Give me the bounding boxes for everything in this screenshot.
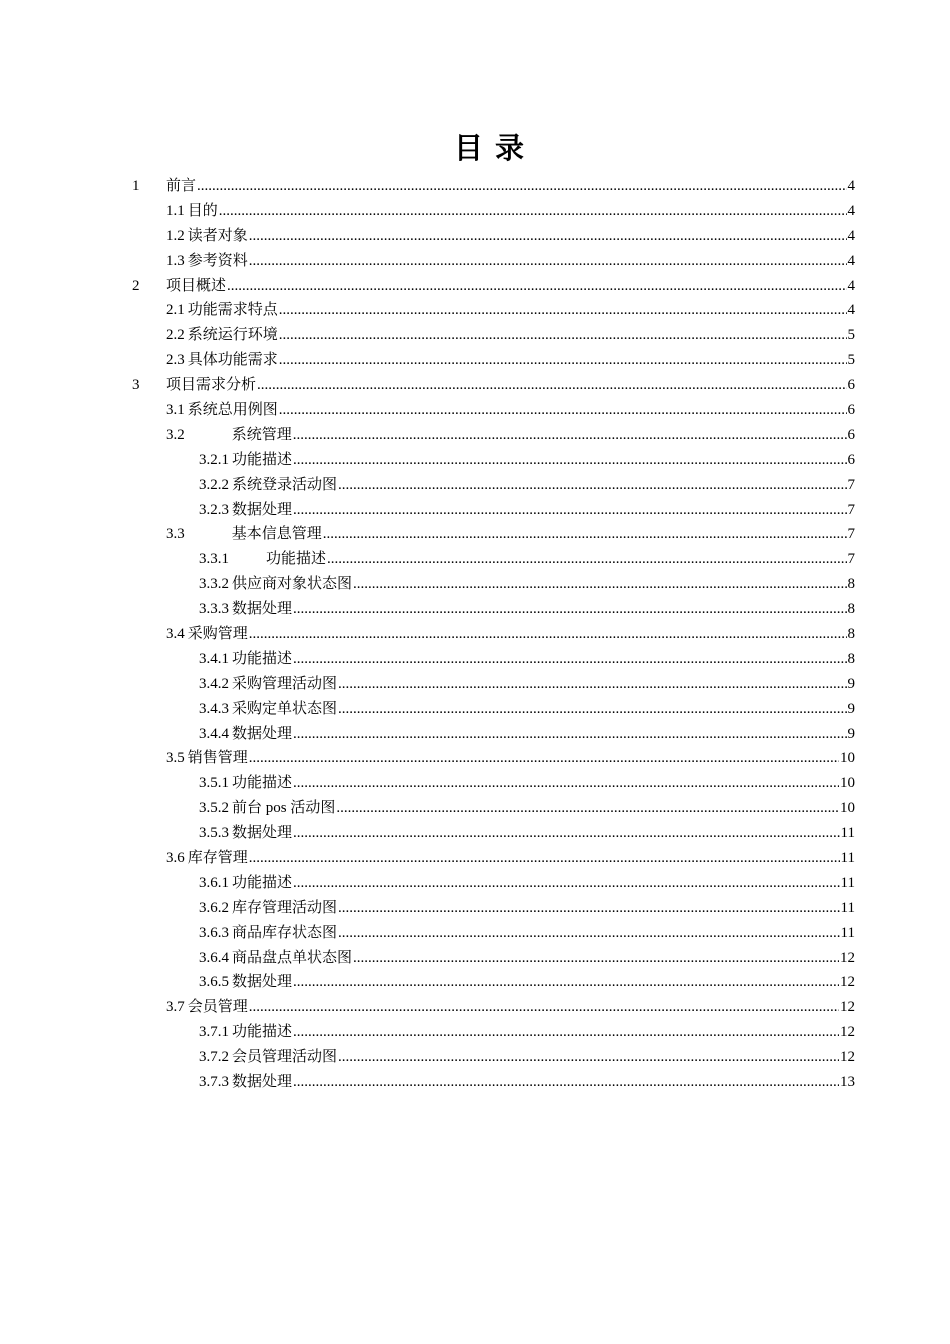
toc-section-number: 3.6.5 <box>199 974 229 991</box>
toc-entry[interactable] <box>199 946 855 971</box>
toc-page-number: 7 <box>847 526 855 543</box>
toc-entry-label: 功能描述 <box>232 1024 293 1041</box>
toc-entry-title <box>199 498 292 523</box>
dot-leader <box>227 274 846 299</box>
toc-row[interactable] <box>0 796 950 821</box>
toc-row[interactable] <box>0 871 950 896</box>
toc-entry-title <box>199 771 292 796</box>
toc-row[interactable] <box>0 672 950 697</box>
toc-entry-title <box>199 547 326 572</box>
toc-entry-label: 前言 <box>166 177 197 194</box>
toc-entry[interactable] <box>199 1070 855 1095</box>
toc-row[interactable] <box>0 373 950 398</box>
dot-leader <box>293 647 846 672</box>
toc-entry[interactable] <box>199 448 855 473</box>
dot-leader <box>338 921 840 946</box>
toc-section-number: 1.2 <box>166 227 185 244</box>
toc-section-number: 3.7.1 <box>199 1024 229 1041</box>
dot-leader <box>353 572 846 597</box>
toc-row[interactable] <box>0 448 950 473</box>
toc-entry[interactable] <box>199 921 855 946</box>
toc-row[interactable] <box>0 498 950 523</box>
toc-entry-label: 商品库存状态图 <box>232 924 338 941</box>
toc-section-number: 3.4.1 <box>199 650 229 667</box>
toc-section-number: 2.3 <box>166 352 185 369</box>
toc-entry-label: 项目概述 <box>166 277 227 294</box>
toc-page-number: 7 <box>847 501 855 518</box>
toc-entry-title <box>199 697 337 722</box>
dot-leader <box>338 1045 839 1070</box>
toc-entry[interactable] <box>166 423 855 448</box>
toc-entry-label: 供应商对象状态图 <box>232 576 353 593</box>
toc-page-number: 4 <box>847 252 855 269</box>
toc-entry[interactable] <box>166 373 855 398</box>
toc-entry[interactable] <box>199 473 855 498</box>
toc-entry-label: 目的 <box>187 202 218 219</box>
toc-section-number: 3.3 <box>166 526 185 543</box>
toc-section-number: 3.5.3 <box>199 825 229 842</box>
dot-leader <box>293 498 846 523</box>
toc-entry-label: 功能描述 <box>232 650 293 667</box>
toc-entry-title <box>199 672 337 697</box>
toc-entry-title <box>166 373 256 398</box>
toc-entry-label: 基本信息管理 <box>231 526 322 543</box>
toc-page-number: 12 <box>840 999 855 1016</box>
toc-entry-title <box>166 274 226 299</box>
toc-entry[interactable] <box>199 572 855 597</box>
toc-page-number: 6 <box>847 451 855 468</box>
toc-section-number: 3.5.2 <box>199 800 229 817</box>
toc-entry-title <box>166 348 278 373</box>
toc-row[interactable] <box>0 597 950 622</box>
toc-page-number: 7 <box>847 476 855 493</box>
toc-entry-title <box>199 448 292 473</box>
toc-row[interactable] <box>0 821 950 846</box>
dot-leader <box>293 423 847 448</box>
toc-entry-label: 数据处理 <box>232 601 293 618</box>
toc-row[interactable] <box>0 722 950 747</box>
toc-entry-label: 采购管理活动图 <box>232 675 338 692</box>
toc-row[interactable] <box>0 249 950 274</box>
dot-leader <box>249 995 839 1020</box>
toc-entry-title <box>199 473 337 498</box>
toc-row[interactable] <box>0 746 950 771</box>
toc-page-number: 6 <box>847 402 855 418</box>
toc-entry-title <box>199 1070 292 1095</box>
toc-entry[interactable] <box>199 597 855 622</box>
dot-leader <box>249 746 839 771</box>
toc-section-number: 3.6.4 <box>199 949 229 966</box>
toc-row[interactable] <box>0 647 950 672</box>
toc-entry-label: 参考资料 <box>187 252 248 269</box>
toc-entry[interactable] <box>199 672 855 697</box>
toc-chapter-number: 2 <box>132 277 140 294</box>
dot-leader <box>279 323 847 348</box>
toc-page-number: 10 <box>840 800 855 817</box>
toc-page-number: 4 <box>847 302 855 319</box>
toc-section-number: 2.1 <box>166 302 185 319</box>
toc-row[interactable] <box>0 224 950 249</box>
toc-entry[interactable] <box>199 722 855 747</box>
toc-row[interactable] <box>0 771 950 796</box>
toc-entry[interactable] <box>199 771 855 796</box>
toc-entry[interactable] <box>199 547 855 572</box>
toc-row[interactable] <box>0 473 950 498</box>
toc-entry-label: 系统管理 <box>231 426 292 443</box>
toc-row[interactable] <box>0 995 950 1020</box>
dot-leader <box>323 522 847 547</box>
toc-section-number: 3.6.2 <box>199 899 229 916</box>
toc-entry-label: 功能描述 <box>266 551 327 568</box>
page-title: 目录 <box>453 131 536 165</box>
toc-section-number: 3.5 <box>166 750 185 767</box>
toc-entry[interactable] <box>199 821 855 846</box>
toc-row[interactable] <box>0 174 950 199</box>
toc-section-number: 3.2 <box>166 426 185 443</box>
toc-page-number: 4 <box>847 227 855 244</box>
toc-entry-title <box>166 846 248 871</box>
toc-entry-label: 功能描述 <box>232 775 293 792</box>
dot-leader <box>293 722 846 747</box>
toc-section-number: 3.4 <box>166 626 185 643</box>
toc-section-number: 3.2.2 <box>199 476 229 493</box>
toc-page-number: 10 <box>840 775 855 792</box>
toc-section-number: 3.7 <box>166 999 185 1016</box>
toc-entry-title <box>199 722 292 747</box>
toc-section-number: 3.4.3 <box>199 700 229 717</box>
toc-entry-title <box>166 522 322 547</box>
toc-entry-title <box>166 995 248 1020</box>
toc-page-number: 10 <box>840 750 855 767</box>
toc-page-number: 6 <box>847 426 855 443</box>
toc-entry-title <box>199 921 337 946</box>
toc-page-number: 8 <box>847 626 855 643</box>
toc-entry[interactable] <box>199 796 855 821</box>
toc-page-number: 11 <box>840 825 855 842</box>
toc-page-number: 8 <box>847 650 855 667</box>
toc-page-number: 5 <box>847 327 855 344</box>
toc-entry-label: 读者对象 <box>187 227 248 244</box>
toc-row[interactable] <box>0 622 950 647</box>
toc-entry-label: 功能描述 <box>232 451 293 468</box>
toc-row[interactable] <box>0 846 950 871</box>
toc-entry-title <box>166 398 278 423</box>
toc-entry[interactable] <box>199 498 855 523</box>
toc-row[interactable] <box>0 1020 950 1045</box>
toc-entry-label: 数据处理 <box>232 1074 293 1091</box>
toc-entry-label: 商品盘点单状态图 <box>232 949 353 966</box>
toc-page-number: 11 <box>840 874 855 891</box>
toc-entry[interactable] <box>199 1020 855 1045</box>
toc-row[interactable] <box>0 572 950 597</box>
toc-page-number: 12 <box>840 949 855 966</box>
toc-page-number: 4 <box>847 177 855 194</box>
toc-section-number: 1.1 <box>166 202 185 219</box>
toc-row[interactable] <box>0 199 950 224</box>
toc-entry-title <box>199 821 292 846</box>
toc-page-number: 11 <box>840 899 855 916</box>
toc-entry[interactable] <box>166 174 855 199</box>
toc-entry[interactable] <box>199 647 855 672</box>
toc-row[interactable] <box>0 348 950 373</box>
toc-section-number: 3.6 <box>166 850 185 867</box>
toc-entry[interactable] <box>199 1045 855 1070</box>
toc-entry-title <box>166 423 292 448</box>
toc-row[interactable] <box>0 1045 950 1070</box>
toc-entry-title <box>166 622 248 647</box>
dot-leader <box>257 373 846 398</box>
toc-row[interactable] <box>0 896 950 921</box>
toc-row[interactable] <box>0 398 950 423</box>
toc-entry-label: 功能描述 <box>232 874 293 891</box>
toc-entry[interactable] <box>199 896 855 921</box>
toc-entry[interactable] <box>199 871 855 896</box>
toc-entry-label: 具体功能需求 <box>187 352 278 369</box>
toc-page-number: 9 <box>847 725 855 742</box>
toc-entry-label: 会员管理活动图 <box>232 1049 338 1066</box>
toc-entry[interactable] <box>166 398 855 423</box>
dot-leader <box>336 796 839 821</box>
toc-chapter-number: 3 <box>132 377 140 394</box>
toc-entry-title <box>199 970 292 995</box>
toc-row[interactable] <box>0 323 950 348</box>
toc-page-number: 13 <box>840 1074 855 1091</box>
toc-entry[interactable] <box>166 274 855 299</box>
toc-section-number: 3.6.3 <box>199 924 229 941</box>
toc-entry-title <box>166 298 278 323</box>
toc-entry-title <box>199 597 292 622</box>
toc-page-number: 12 <box>840 1049 855 1066</box>
dot-leader <box>279 398 847 423</box>
toc-section-number: 3.4.2 <box>199 675 229 692</box>
toc-section-number: 3.2.1 <box>199 451 229 468</box>
dot-leader <box>293 970 839 995</box>
dot-leader <box>279 348 847 373</box>
toc-page-number: 12 <box>840 974 855 991</box>
toc-page-number: 8 <box>847 601 855 618</box>
dot-leader <box>249 846 840 871</box>
toc-entry-title <box>166 323 278 348</box>
toc-entry-title <box>199 1020 292 1045</box>
toc-entry-title <box>166 199 218 224</box>
toc-page-number: 9 <box>847 700 855 717</box>
toc-entry-label: 数据处理 <box>232 825 293 842</box>
toc-row[interactable] <box>0 298 950 323</box>
toc-page-number: 7 <box>847 551 855 568</box>
toc-entry-title <box>199 946 352 971</box>
dot-leader <box>197 174 846 199</box>
toc-entry-label: 功能需求特点 <box>187 302 278 319</box>
dot-leader <box>338 672 846 697</box>
toc-entry-label: 系统登录活动图 <box>232 476 338 493</box>
toc-page-number: 6 <box>847 377 855 394</box>
toc-row[interactable] <box>0 423 950 448</box>
toc-page-number: 11 <box>840 924 855 941</box>
toc-entry-label: 采购定单状态图 <box>232 700 338 717</box>
toc-entry[interactable] <box>166 224 855 249</box>
toc-entry-label: 会员管理 <box>187 999 248 1016</box>
toc-section-number: 3.6.1 <box>199 874 229 891</box>
toc-entry[interactable] <box>166 348 855 373</box>
toc-row[interactable] <box>0 971 950 996</box>
dot-leader <box>249 249 847 274</box>
toc-entry-label: 采购管理 <box>187 626 248 643</box>
toc-row[interactable] <box>0 697 950 722</box>
toc-entry[interactable] <box>166 846 855 871</box>
toc-row[interactable] <box>0 274 950 299</box>
dot-leader <box>353 946 839 971</box>
toc-row[interactable] <box>0 522 950 547</box>
toc-entry-label: 数据处理 <box>232 974 293 991</box>
dot-leader <box>338 473 846 498</box>
toc-page-number: 8 <box>847 576 855 593</box>
toc-page-number: 12 <box>840 1024 855 1041</box>
toc-entry-title <box>199 647 292 672</box>
toc-entry[interactable] <box>166 298 855 323</box>
toc-section-number: 3.4.4 <box>199 725 229 742</box>
table-of-contents <box>0 174 950 1095</box>
toc-entry[interactable] <box>166 622 855 647</box>
toc-entry[interactable] <box>166 199 855 224</box>
toc-page-number: 4 <box>847 202 855 219</box>
toc-section-number: 3.3.2 <box>199 576 229 593</box>
toc-entry-label: 前台 pos 活动图 <box>232 800 336 817</box>
toc-entry-title <box>199 871 292 896</box>
toc-entry-label: 库存管理 <box>187 850 248 867</box>
dot-leader <box>219 199 847 224</box>
dot-leader <box>249 224 847 249</box>
toc-page-number: 4 <box>847 277 855 294</box>
dot-leader <box>293 1020 839 1045</box>
toc-entry-title <box>166 249 248 274</box>
dot-leader <box>293 1070 839 1095</box>
toc-section-number: 3.2.3 <box>199 501 229 518</box>
toc-entry[interactable] <box>199 970 855 995</box>
toc-entry-title <box>166 174 196 199</box>
toc-entry-title <box>199 796 335 821</box>
toc-entry-label: 系统总用例图 <box>187 402 278 418</box>
dot-leader <box>293 821 840 846</box>
dot-leader <box>249 622 847 647</box>
toc-entry-title <box>166 224 248 249</box>
toc-entry[interactable] <box>166 249 855 274</box>
dot-leader <box>293 771 839 796</box>
toc-row[interactable] <box>0 921 950 946</box>
toc-entry-title <box>199 572 352 597</box>
dot-leader <box>338 697 846 722</box>
toc-section-number: 1.3 <box>166 252 185 269</box>
toc-entry-label: 库存管理活动图 <box>232 899 338 916</box>
dot-leader <box>293 597 846 622</box>
dot-leader <box>293 871 840 896</box>
dot-leader <box>293 448 846 473</box>
toc-chapter-number: 1 <box>132 177 140 194</box>
toc-entry-label: 数据处理 <box>232 501 293 518</box>
toc-entry-title <box>166 746 248 771</box>
toc-row[interactable] <box>0 547 950 572</box>
toc-section-number: 3.3.3 <box>199 601 229 618</box>
toc-section-number: 2.2 <box>166 327 185 344</box>
toc-entry-label: 销售管理 <box>187 750 248 767</box>
toc-entry-title <box>199 896 337 921</box>
toc-section-number: 3.7.3 <box>199 1074 229 1091</box>
dot-leader <box>338 896 840 921</box>
toc-entry[interactable] <box>166 995 855 1020</box>
toc-entry-title <box>199 1045 337 1070</box>
dot-leader <box>279 298 847 323</box>
toc-page-number: 11 <box>840 850 855 867</box>
dot-leader <box>327 547 846 572</box>
toc-section-number: 3.5.1 <box>199 775 229 792</box>
toc-section-number: 3.1 <box>166 402 185 418</box>
toc-entry-label: 系统运行环境 <box>187 327 278 344</box>
toc-row[interactable] <box>0 946 950 971</box>
toc-entry[interactable] <box>199 697 855 722</box>
toc-page-number: 9 <box>847 675 855 692</box>
toc-entry[interactable] <box>166 323 855 348</box>
toc-entry-label: 项目需求分析 <box>166 377 257 394</box>
toc-entry-label: 数据处理 <box>232 725 293 742</box>
toc-section-number: 3.3.1 <box>199 551 229 568</box>
toc-row[interactable] <box>0 1070 950 1095</box>
toc-entry[interactable] <box>166 522 855 547</box>
toc-entry[interactable] <box>166 746 855 771</box>
toc-page-number: 5 <box>847 352 855 369</box>
toc-section-number: 3.7.2 <box>199 1049 229 1066</box>
